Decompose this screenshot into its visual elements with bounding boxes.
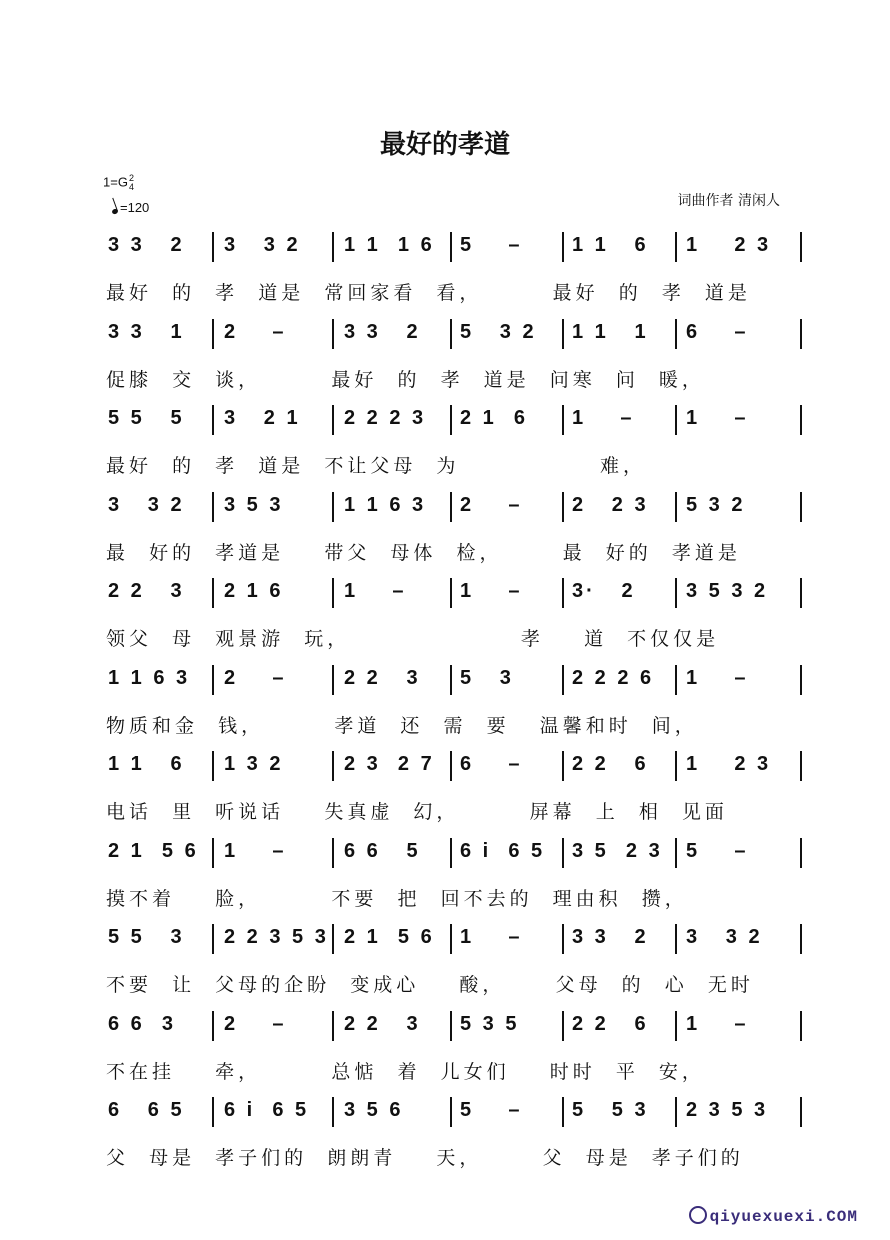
bar-line	[212, 319, 214, 349]
lyrics-line: 不要 让 父母的企盼 变成心 酸， 父母 的 心 无时	[106, 974, 754, 996]
bar-line	[675, 838, 677, 868]
tempo-marking	[112, 200, 149, 215]
measure-notes: 2 1 5 6	[108, 839, 199, 862]
bar-line	[800, 232, 802, 262]
bar-line	[332, 405, 334, 435]
bar-line	[562, 1097, 564, 1127]
score-system	[100, 838, 800, 918]
bar-line	[332, 665, 334, 695]
bar-line	[212, 492, 214, 522]
score-system	[100, 319, 800, 399]
quarter-note-icon	[111, 208, 118, 215]
notes-row	[100, 319, 800, 349]
tempo-value: =120	[120, 200, 150, 215]
measure-notes: 3 3 2	[108, 234, 185, 256]
bar-line	[450, 232, 452, 262]
bar-line	[562, 1011, 564, 1041]
lyrics-line: 不在挂 牵， 总惦 着 儿女们 时时 平 安，	[106, 1060, 705, 1083]
measure-notes: 1 –	[686, 1012, 749, 1035]
page-title: 最好的孝道	[379, 130, 510, 160]
measure-notes: 2 2 3	[572, 493, 649, 516]
score-system	[100, 751, 800, 831]
lyrics-line: 最好 的 孝 道是 常回家看 看， 最好 的 孝 道是	[106, 282, 751, 304]
lyrics-line: 领父 母 观景游 玩， 孝 道 不仅仅是	[106, 628, 720, 650]
measure-notes: 1 1 6	[572, 234, 649, 256]
bar-line	[332, 232, 334, 262]
measure-notes: 1 1 1	[572, 320, 649, 343]
notes-row	[100, 232, 800, 262]
score-system	[100, 578, 800, 658]
bar-line	[450, 1097, 452, 1127]
bar-line	[562, 492, 564, 522]
notes-row	[100, 1011, 800, 1041]
measure-notes: 6 i 6 5	[460, 839, 546, 862]
measure-notes: 5 3 5	[460, 1012, 520, 1035]
bar-line	[562, 405, 564, 435]
measure-notes: 2 2 3	[344, 1012, 421, 1035]
lyrics-line: 物质和金 钱， 孝道 还 需 要 温馨和时 间，	[106, 714, 698, 737]
measure-notes: 2 2 2 3	[344, 407, 427, 429]
measure-notes: 2 –	[224, 666, 287, 689]
bar-line	[450, 578, 452, 608]
measure-notes: 5 –	[460, 234, 523, 256]
key-prefix: 1=G	[103, 174, 128, 190]
measure-notes: 1 3 2	[224, 753, 284, 775]
bar-line	[332, 751, 334, 781]
measure-notes: 3 3 2	[686, 926, 763, 948]
lyrics-line: 父 母是 孝子们的 朗朗青 天， 父 母是 孝子们的	[106, 1147, 744, 1169]
measure-notes: 2 3 5 3	[686, 1099, 769, 1121]
measure-notes: 5 5 3	[572, 1099, 649, 1121]
bar-line	[562, 665, 564, 695]
watermark-text: qiyuexuexi.COM	[709, 1208, 858, 1226]
notes-row	[100, 492, 800, 522]
bar-line	[675, 665, 677, 695]
bar-line	[212, 578, 214, 608]
bar-line	[332, 319, 334, 349]
bar-line	[450, 492, 452, 522]
measure-notes: 3 5 6	[344, 1099, 404, 1121]
measure-notes: 6 6 5	[344, 839, 421, 862]
measure-notes: 5 –	[460, 1099, 523, 1121]
measure-notes: 3· 2	[572, 580, 636, 602]
lyrics-line: 摸不着 脸， 不要 把 回不去的 理由积 攒，	[106, 887, 688, 910]
measure-notes: 6 –	[686, 320, 749, 343]
notes-row	[100, 405, 800, 435]
bar-line	[800, 578, 802, 608]
notes-row	[100, 838, 800, 868]
measure-notes: 3 3 2	[344, 320, 421, 343]
score-system	[100, 492, 800, 572]
measure-notes: 1 1 6	[108, 753, 185, 775]
measure-notes: 1 –	[460, 926, 523, 948]
measure-notes: 3 3 2	[572, 926, 649, 948]
notes-row	[100, 924, 800, 954]
measure-notes: 2 2 3	[108, 580, 185, 602]
time-signature	[129, 174, 134, 192]
lyrics-line: 电话 里 听说话 失真虚 幻， 屏幕 上 相 见面	[106, 801, 728, 823]
bar-line	[450, 319, 452, 349]
measure-notes: 3 3 1	[108, 320, 185, 343]
bar-line	[212, 1097, 214, 1127]
notes-row	[100, 1097, 800, 1127]
lyrics-line: 最 好的 孝道是 带父 母体 检， 最 好的 孝道是	[106, 541, 741, 564]
measure-notes: 2 2 3	[344, 666, 421, 689]
bar-line	[675, 924, 677, 954]
measure-notes: 2 –	[224, 320, 287, 343]
measure-notes: 5 3 2	[460, 320, 537, 343]
bar-line	[332, 1011, 334, 1041]
time-top: 2	[128, 173, 134, 183]
measure-notes: 1 –	[686, 666, 749, 689]
bar-line	[800, 665, 802, 695]
measure-notes: 5 3 2	[686, 493, 746, 516]
bar-line	[332, 492, 334, 522]
bar-line	[675, 1097, 677, 1127]
score-system	[100, 665, 800, 745]
measure-notes: 1 2 3	[686, 234, 772, 256]
bar-line	[450, 924, 452, 954]
bar-line	[450, 405, 452, 435]
bar-line	[800, 319, 802, 349]
score-system	[100, 1011, 800, 1091]
lyrics-line: 最好 的 孝 道是 不让父母 为 难，	[106, 455, 646, 477]
measure-notes: 6 i 6 5	[224, 1099, 310, 1121]
measure-notes: 1 –	[344, 580, 407, 602]
bar-line	[800, 1097, 802, 1127]
measure-notes: 1 1 6 3	[344, 493, 427, 516]
score-system	[100, 232, 800, 312]
bar-line	[800, 1011, 802, 1041]
measure-notes: 2 2 6	[572, 1012, 649, 1035]
bar-line	[800, 751, 802, 781]
bar-line	[332, 1097, 334, 1127]
bar-line	[212, 1011, 214, 1041]
score-system	[100, 405, 800, 485]
measure-notes: 1 1 6 3	[108, 666, 191, 689]
measure-notes: 1 –	[686, 407, 749, 429]
score-system	[100, 924, 800, 1004]
bar-line	[675, 492, 677, 522]
measure-notes: 3 2 1	[224, 407, 301, 429]
measure-notes: 6 –	[460, 753, 523, 775]
measure-notes: 2 1 6	[460, 407, 529, 429]
measure-notes: 1 –	[460, 580, 523, 602]
measure-notes: 2 2 2 6	[572, 666, 655, 689]
bar-line	[212, 838, 214, 868]
measure-notes: 3 5 3 2	[686, 580, 769, 602]
bar-line	[212, 751, 214, 781]
measure-notes: 5 5 3	[108, 926, 185, 948]
measure-notes: 2 2 6	[572, 753, 649, 775]
notes-row	[100, 751, 800, 781]
measure-notes: 2 1 5 6	[344, 926, 435, 948]
composer-credit: 词曲作者 清闲人	[677, 193, 780, 209]
bar-line	[800, 924, 802, 954]
measure-notes: 2 –	[460, 493, 523, 516]
bar-line	[332, 924, 334, 954]
notes-row	[100, 578, 800, 608]
bar-line	[675, 405, 677, 435]
bar-line	[562, 838, 564, 868]
time-bottom: 4	[128, 182, 134, 192]
bar-line	[562, 319, 564, 349]
bar-line	[450, 751, 452, 781]
measure-notes: 3 3 2	[108, 493, 185, 516]
score-system	[100, 1097, 800, 1177]
measure-notes: 6 6 5	[108, 1099, 185, 1121]
measure-notes: 1 –	[572, 407, 635, 429]
bar-line	[450, 665, 452, 695]
bar-line	[675, 319, 677, 349]
bar-line	[450, 838, 452, 868]
bar-line	[675, 232, 677, 262]
measure-notes: 6 6 3	[108, 1012, 177, 1035]
measure-notes: 1 1 1 6	[344, 234, 435, 256]
measure-notes: 2 3 2 7	[344, 753, 435, 775]
key-signature	[103, 174, 134, 192]
measure-notes: 3 5 3	[224, 493, 284, 516]
measure-notes: 2 –	[224, 1012, 287, 1035]
bar-line	[800, 405, 802, 435]
measure-notes: 1 –	[224, 839, 287, 862]
measure-notes: 2 1 6	[224, 580, 284, 602]
measure-notes: 5 3	[460, 666, 514, 689]
measure-notes: 3 3 2	[224, 234, 301, 256]
bar-line	[675, 1011, 677, 1041]
measure-notes: 3 5 2 3	[572, 839, 663, 862]
bar-line	[212, 924, 214, 954]
bar-line	[675, 751, 677, 781]
measure-notes: 2 2 3 5 3	[224, 926, 329, 948]
bar-line	[332, 838, 334, 868]
bar-line	[562, 751, 564, 781]
lyrics-line: 促膝 交 谈， 最好 的 孝 道是 问寒 问 暖，	[106, 368, 705, 391]
bar-line	[332, 578, 334, 608]
bar-line	[562, 578, 564, 608]
measure-notes: 5 5 5	[108, 407, 185, 429]
bar-line	[800, 838, 802, 868]
logo-icon	[689, 1206, 707, 1224]
bar-line	[562, 924, 564, 954]
bar-line	[212, 665, 214, 695]
bar-line	[562, 232, 564, 262]
measure-notes: 5 –	[686, 839, 749, 862]
bar-line	[800, 492, 802, 522]
notes-row	[100, 665, 800, 695]
bar-line	[212, 232, 214, 262]
bar-line	[212, 405, 214, 435]
measure-notes: 1 2 3	[686, 753, 772, 775]
bar-line	[450, 1011, 452, 1041]
watermark	[689, 1206, 858, 1226]
bar-line	[675, 578, 677, 608]
